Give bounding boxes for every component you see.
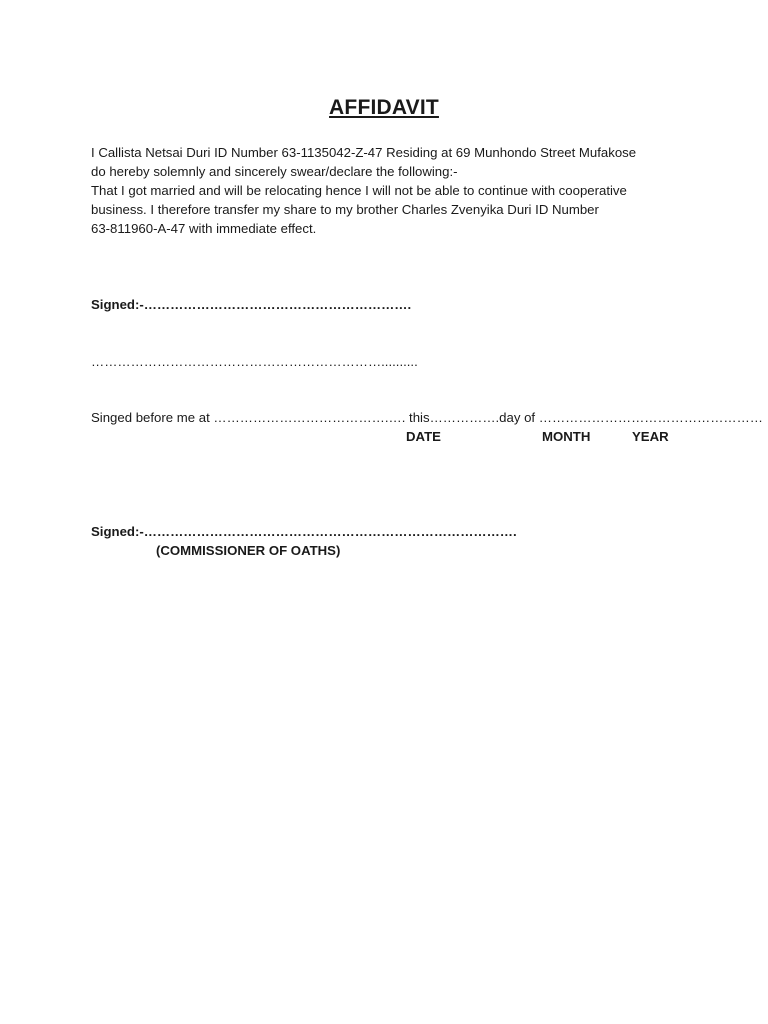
affidavit-body [91,143,691,238]
body-line: 63-811960-A-47 with immediate effect. [91,221,317,236]
year-label: YEAR [632,429,669,444]
body-line: do hereby solemnly and sincerely swear/declare the following:- [91,164,458,179]
commissioner-signature-line: Signed:-…………………………………………………………………………. [91,524,517,539]
sworn-before-line: Singed before me at ………………………………….…. this…………….day of …………………………………………… [91,410,763,425]
body-line: That I got married and will be relocating hence I will not be able to continue with cooperative [91,183,627,198]
date-label: DATE [406,429,441,444]
deponent-signature-line: Signed:-……………………………………………………. [91,297,412,312]
dotted-name-line: ………………………………………………………….......... [91,354,418,369]
month-label: MONTH [542,429,591,444]
document-title: AFFIDAVIT [329,96,439,119]
body-line: business. I therefore transfer my share to my brother Charles Zvenyika Duri ID Number [91,202,599,217]
commissioner-label: (COMMISSIONER OF OATHS) [156,543,341,558]
body-line: I Callista Netsai Duri ID Number 63-1135042-Z-47 Residing at 69 Munhondo Street Mufakose [91,145,637,160]
